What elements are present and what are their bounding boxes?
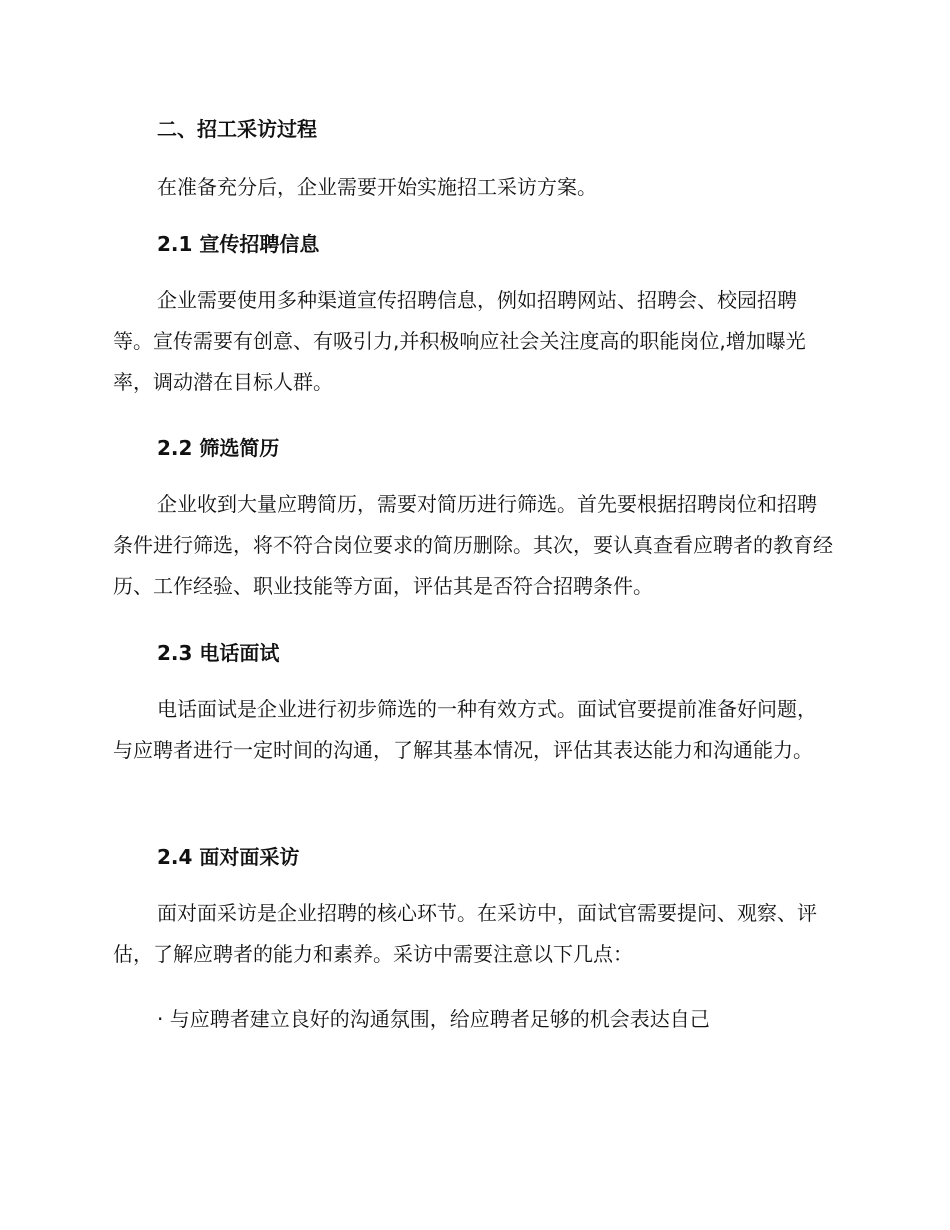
subsection-heading-2-3: 2.3 电话面试 <box>157 641 280 665</box>
subsection-body-2-2: 企业收到大量应聘简历，需要对简历进行筛选。首先要根据招聘岗位和招聘条件进行筛选，将不符合岗位要求的简历删除。其次，要认真查看应聘者的教育经历、工作经验、职业技能等方面，评估其是否符合招聘条件。 <box>113 492 833 598</box>
section-title: 二、招工采访过程 <box>157 117 317 141</box>
intro-paragraph: 在准备充分后，企业需要开始实施招工采访方案。 <box>157 175 597 199</box>
subsection-heading-2-4: 2.4 面对面采访 <box>157 845 300 869</box>
subsection-body-2-3: 电话面试是企业进行初步筛选的一种有效方式。面试官要提前准备好问题，与应聘者进行一定时间的沟通，了解其基本情况，评估其表达能力和沟通能力。 <box>113 697 817 762</box>
subsection-body-2-4: 面对面采访是企业招聘的核心环节。在采访中，面试官需要提问、观察、评估，了解应聘者的能力和素养。采访中需要注意以下几点： <box>113 901 817 966</box>
subsection-heading-2-2: 2.2 筛选简历 <box>157 436 280 460</box>
subsection-body-2-1: 企业需要使用多种渠道宣传招聘信息，例如招聘网站、招聘会、校园招聘等。宣传需要有创意、有吸引力,并积极响应社会关注度高的职能岗位,增加曝光率，调动潜在目标人群。 <box>113 288 806 394</box>
subsection-heading-2-1: 2.1 宣传招聘信息 <box>157 232 320 256</box>
bullet-item: · 与应聘者建立良好的沟通氛围，给应聘者足够的机会表达自己 <box>157 1007 710 1031</box>
